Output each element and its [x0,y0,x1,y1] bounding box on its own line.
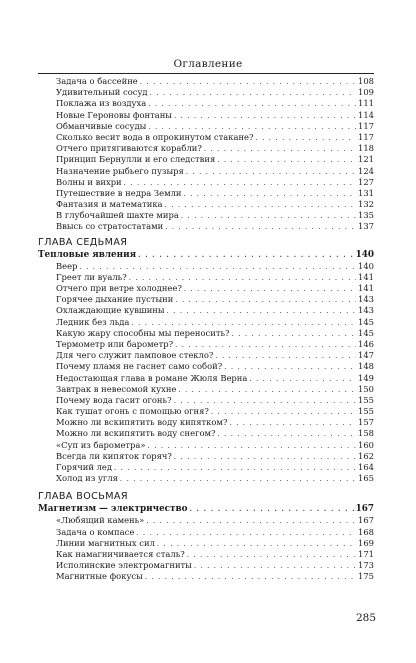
toc-entry[interactable] [38,350,374,361]
entry-page: 137 [358,221,374,232]
toc-entry[interactable] [38,210,374,221]
entry-page: 135 [358,210,374,221]
entry-page: 143 [358,294,374,305]
leader-dots [229,418,356,429]
leader-dots [189,503,353,515]
toc-entry[interactable] [38,188,374,199]
toc-entry[interactable] [38,395,374,406]
entry-page: 160 [358,439,374,450]
leader-dots [217,155,356,166]
entry-page: 132 [358,199,374,210]
entry-title: Исполинские электромагниты [56,560,192,571]
leader-dots [145,572,356,583]
toc-entry[interactable] [38,417,374,428]
entry-page: 173 [358,560,374,571]
toc-entry[interactable] [38,98,374,109]
leader-dots [174,452,356,463]
toc-entry[interactable] [38,261,374,272]
section-title: Тепловые явления [38,249,137,260]
entry-page: 146 [358,338,374,349]
entry-title: Фантазия и математика [56,199,163,210]
entry-title: Можно ли вскипятить воду снегом? [56,428,216,439]
entry-page: 117 [358,120,374,131]
toc-entry[interactable] [38,462,374,473]
toc-entry[interactable] [38,571,374,582]
toc-entry[interactable] [38,132,374,143]
entry-title: Как намагничивается сталь? [56,548,185,559]
entry-page: 150 [358,383,374,394]
entry-title: Принцип Бернулли и его следствия [56,154,216,165]
leader-dots [215,351,356,362]
entry-page: 165 [358,473,374,484]
entry-page: 141 [358,271,374,282]
leader-dots [120,474,356,485]
entry-page: 175 [358,571,374,582]
toc-entry[interactable] [38,549,374,560]
entry-page: 143 [358,305,374,316]
entry-page: 155 [358,394,374,405]
leader-dots [181,211,356,222]
entry-title: Как тушат огонь с помощью огня? [56,406,209,417]
entry-page: 141 [358,283,374,293]
leader-dots [167,306,356,317]
entry-page: 148 [358,361,374,372]
entry-title: Для чего служит ламповое стекло? [56,350,214,361]
entry-page: 149 [358,372,374,383]
entry-title: Какую жару способны мы переносить? [56,327,230,338]
entry-title: Завтрак в невесомой кухне [56,383,177,394]
chapter-8-label: ГЛАВА ВОСЬМАЯ [38,491,128,503]
entry-page: 108 [358,76,374,86]
toc-entry[interactable] [38,560,374,571]
entry-title: Сколько весит вода в опрокинутом стакане? [56,131,254,142]
toc-entry[interactable] [38,339,374,350]
toc-entry[interactable] [38,361,374,372]
running-header: Оглавление [173,58,243,70]
leader-dots [114,463,356,474]
entry-title: Холод из угля [56,473,118,484]
entry-page: 117 [358,131,374,142]
toc-entry[interactable] [38,110,374,121]
leader-dots [136,528,356,539]
entry-page: 162 [358,450,374,461]
entry-title: Недостающая глава в романе Жюля Верна [56,372,248,383]
entry-title: Отчего при ветре холоднее? [56,283,182,293]
toc-entry[interactable] [38,451,374,462]
page-number: 285 [355,612,376,624]
toc-entry[interactable] [38,154,374,165]
toc-entry[interactable] [38,384,374,395]
entry-title: Поклажа из воздуха [56,98,147,109]
toc-entry[interactable] [38,76,374,87]
toc-block-chapter6-continued [38,76,374,233]
toc-entry[interactable] [38,328,374,339]
toc-entry[interactable] [38,515,374,526]
leader-dots [184,284,356,295]
entry-title: Магнитные фокусы [56,571,143,582]
entry-title: Веер [56,260,78,271]
entry-title: Путешествие в недра Земли [56,187,182,198]
entry-title: Задача о бассейне [56,76,138,86]
entry-title: «Любящий камень» [56,515,145,526]
section-page: 140 [355,249,374,260]
leader-dots [165,222,356,233]
entry-page: 127 [358,176,374,187]
entry-page: 124 [358,165,374,176]
entry-page: 164 [358,462,374,472]
leader-dots [187,550,356,561]
entry-title: «Суп из барометра» [56,439,146,450]
entry-title: Задача о компасе [56,526,135,537]
entry-title: Новые Героновы фонтаны [56,109,172,120]
entry-page: 109 [358,87,374,98]
chapter-8-section[interactable] [38,503,374,515]
entry-title: Всегда ли кипяток горяч? [56,450,172,461]
toc-entry[interactable] [38,406,374,417]
leader-dots [138,249,354,261]
leader-dots [218,429,357,440]
entry-title: Отчего притягиваются корабли? [56,143,202,154]
chapter-7-label: ГЛАВА СЕДЬМАЯ [38,236,128,248]
toc-entry[interactable] [38,272,374,283]
entry-page: 147 [358,350,374,361]
toc-entry[interactable] [38,283,374,294]
entry-page: 145 [358,327,374,338]
toc-entry[interactable] [38,527,374,538]
entry-title: Обманчивые сосуды [56,120,147,131]
toc-entry[interactable] [38,538,374,549]
leader-dots [148,441,356,452]
toc-entry[interactable] [38,143,374,154]
entry-title: Ледник без льда [56,316,130,327]
entry-title: Горячее дыхание пустыни [56,294,174,305]
entry-page: 168 [358,526,374,537]
entry-title: Термометр или барометр? [56,338,174,349]
entry-page: 171 [358,548,374,559]
section-title: Магнетизм — электричество [38,504,188,515]
leader-dots [194,561,356,572]
toc-entry[interactable] [38,166,374,177]
entry-page: 157 [358,417,374,428]
chapter-7-section[interactable] [38,249,374,261]
toc-entry[interactable] [38,373,374,384]
chapter-7-entries [38,261,374,485]
entry-page: 167 [358,515,374,526]
entry-title: Охлаждающие кувшины [56,305,165,316]
leader-dots [174,111,356,122]
leader-dots [249,374,356,385]
table-of-contents [38,76,374,583]
entry-page: 140 [358,260,374,271]
toc-entry[interactable] [38,294,374,305]
chapter-8-entries [38,515,374,582]
leader-dots [157,539,356,550]
leader-dots [150,88,356,99]
leader-dots [232,329,356,340]
leader-dots [148,99,356,110]
toc-entry[interactable] [38,305,374,316]
entry-page: 121 [358,154,374,165]
entry-title: Линии магнитных сил [56,537,155,548]
header-rule [38,73,374,74]
entry-title: Волны и вихри [56,176,122,187]
leader-dots [178,385,356,396]
entry-title: Назначение рыбьего пузыря [56,165,184,176]
leader-dots [140,77,356,88]
toc-entry[interactable] [38,317,374,328]
leader-dots [165,200,356,211]
leader-dots [186,167,356,178]
entry-title: Можно ли вскипятить воду кипятком? [56,417,228,428]
leader-dots [211,407,356,418]
entry-page: 111 [358,98,374,109]
toc-entry[interactable] [38,121,374,132]
leader-dots [204,144,356,155]
entry-title: Почему вода гасит огонь? [56,394,172,405]
toc-entry[interactable] [38,177,374,188]
entry-title: Ввысь со стратостатами [56,221,164,232]
leader-dots [183,189,356,200]
toc-entry[interactable] [38,87,374,98]
entry-page: 169 [358,537,374,548]
entry-title: Почему пламя не гаснет само собой? [56,361,223,372]
entry-title: В глубочайшей шахте мира [56,210,179,221]
toc-entry[interactable] [38,473,374,484]
entry-title: Греет ли вуаль? [56,271,127,282]
section-page: 167 [355,504,374,515]
entry-page: 158 [358,428,374,439]
entry-title: Горячий лед [56,462,113,472]
entry-page: 155 [358,406,374,417]
toc-entry[interactable] [38,221,374,232]
toc-entry[interactable] [38,440,374,451]
toc-entry[interactable] [38,199,374,210]
toc-entry[interactable] [38,428,374,439]
leader-dots [255,133,356,144]
leader-dots [175,295,356,306]
entry-page: 114 [358,109,374,120]
entry-page: 145 [358,316,374,327]
entry-page: 131 [358,187,374,198]
entry-title: Удивительный сосуд [56,87,148,98]
entry-page: 118 [358,143,374,154]
leader-dots [146,516,356,527]
